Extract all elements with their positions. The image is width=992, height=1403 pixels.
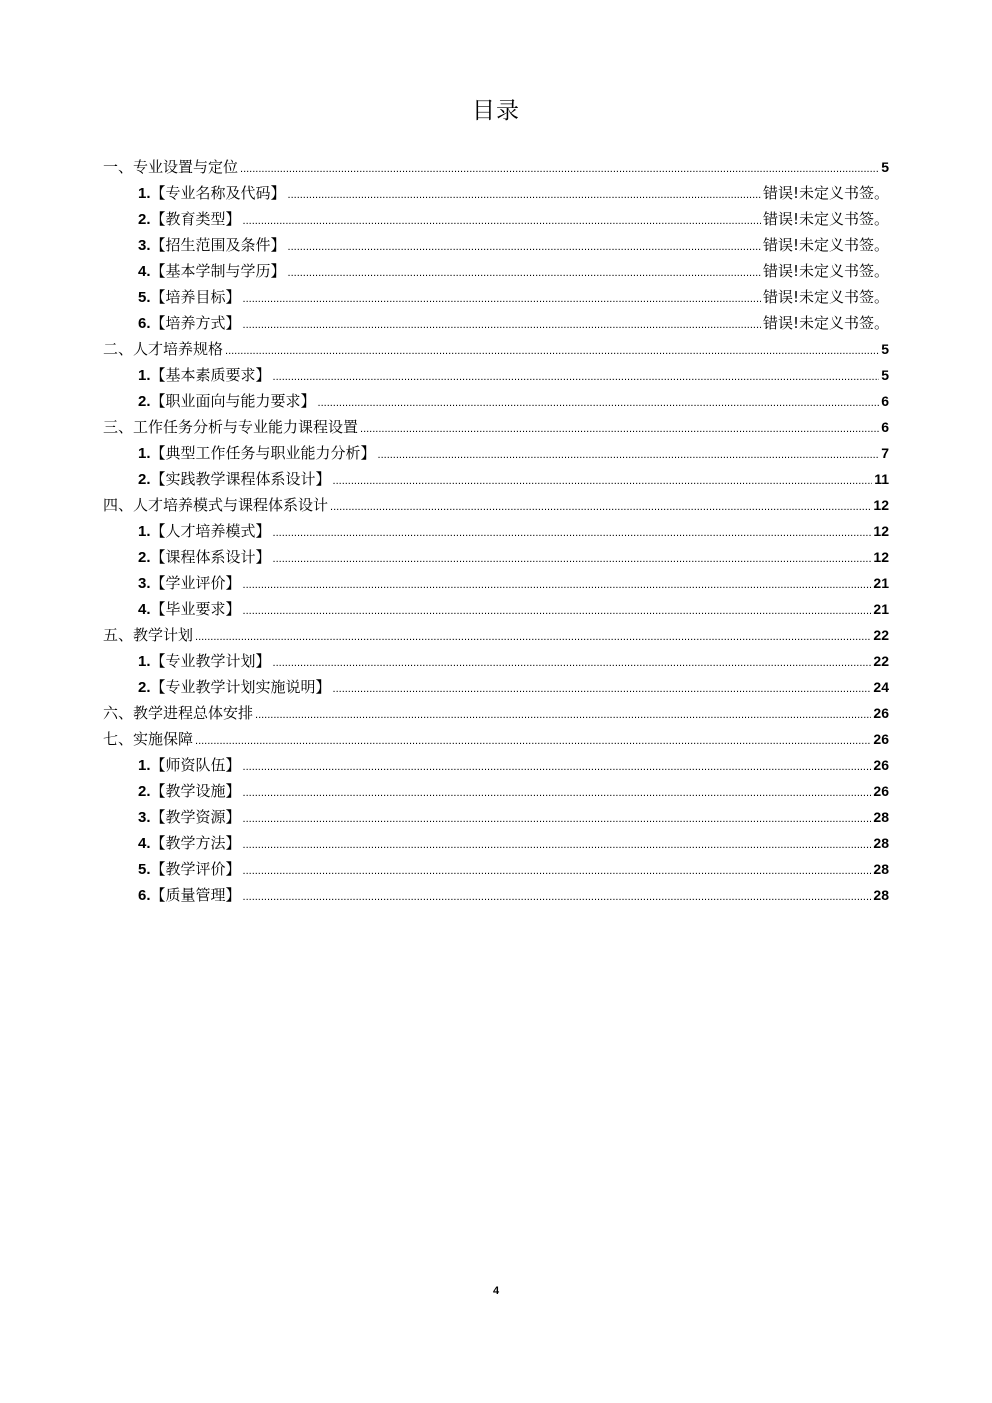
toc-entry-page: 5 [881,341,889,357]
toc-entry-label [138,544,271,571]
toc-entry-text: 【教学方法】 [150,834,241,852]
toc-entry-number: 2. [138,679,151,696]
toc-entry-page: 6 [881,393,889,409]
toc-dot-leader [273,546,872,572]
table-of-contents [103,154,889,908]
toc-entry-page: 错误!未定义书签。 [762,288,889,306]
toc-entry-label [103,336,223,362]
toc-dot-leader [243,832,872,858]
toc-entry-label [138,258,286,285]
toc-entry-label [138,882,241,909]
toc-dot-leader [243,780,872,806]
toc-entry-label [138,648,271,675]
toc-dot-leader [243,754,872,780]
toc-entry-page: 22 [873,627,889,643]
toc-entry-text: 【师资队伍】 [150,756,241,774]
toc-entry-page: 12 [873,549,889,565]
toc-entry-text: 【基本学制与学历】 [150,262,286,280]
toc-entry-label [103,492,328,518]
toc-section-entry[interactable] [103,336,889,362]
toc-subsection-entry[interactable] [103,310,889,336]
toc-entry-number: 2. [138,393,151,410]
toc-title: 目录 [472,98,520,124]
toc-dot-leader [330,494,871,520]
toc-entry-number: 5. [138,289,151,306]
toc-subsection-entry[interactable] [103,388,889,414]
toc-entry-number: 3. [138,809,151,826]
toc-entry-label [138,518,271,545]
toc-entry-label [103,700,253,726]
toc-entry-page: 错误!未定义书签。 [762,210,889,228]
toc-entry-text: 【人才培养模式】 [150,522,271,540]
toc-entry-number: 6. [138,887,151,904]
toc-subsection-entry[interactable] [103,518,889,544]
toc-entry-label [138,310,241,337]
toc-dot-leader [243,858,872,884]
toc-entry-number: 2. [138,211,151,228]
toc-entry-text: 【实践教学课程体系设计】 [150,470,331,488]
toc-subsection-entry[interactable] [103,362,889,388]
toc-dot-leader [225,338,879,364]
toc-entry-label [138,804,241,831]
toc-dot-leader [243,598,872,624]
toc-dot-leader [318,390,880,416]
toc-dot-leader [273,520,872,546]
toc-dot-leader [333,676,872,702]
toc-entry-label [138,284,241,311]
toc-entry-label [138,596,241,623]
toc-dot-leader [243,286,761,312]
toc-entry-number: 1. [138,757,151,774]
toc-entry-text: 【基本素质要求】 [150,366,271,384]
toc-entry-number: 2. [138,471,151,488]
toc-entry-text: 【专业教学计划】 [150,652,271,670]
toc-subsection-entry[interactable] [103,440,889,466]
toc-dot-leader [288,234,761,260]
toc-entry-text: 【教学设施】 [150,782,241,800]
toc-entry-page: 错误!未定义书签。 [762,236,889,254]
toc-dot-leader [378,442,880,468]
toc-entry-label [138,466,331,493]
toc-entry-number: 3. [138,575,151,592]
toc-section-entry[interactable] [103,414,889,440]
toc-dot-leader [360,416,879,442]
toc-entry-label [138,752,241,779]
toc-entry-label [138,778,241,805]
toc-entry-text: 【专业教学计划实施说明】 [150,678,331,696]
toc-dot-leader [195,728,871,754]
toc-subsection-entry[interactable] [103,596,889,622]
toc-entry-number: 1. [138,653,151,670]
toc-subsection-entry[interactable] [103,778,889,804]
toc-subsection-entry[interactable] [103,258,889,284]
toc-dot-leader [240,156,879,182]
toc-entry-number: 1. [138,445,151,462]
toc-subsection-entry[interactable] [103,648,889,674]
toc-entry-text: 【职业面向与能力要求】 [150,392,316,410]
toc-entry-label [103,414,358,440]
toc-subsection-entry[interactable] [103,856,889,882]
toc-entry-label [138,388,316,415]
toc-entry-text: 【典型工作任务与职业能力分析】 [150,444,376,462]
toc-entry-label [138,232,286,259]
toc-entry-label [138,440,376,467]
toc-entry-page: 21 [873,575,889,591]
toc-entry-label [138,830,241,857]
toc-dot-leader [243,884,872,910]
toc-entry-text: 【专业名称及代码】 [150,184,286,202]
toc-entry-number: 6. [138,315,151,332]
toc-entry-page: 26 [873,783,889,799]
toc-entry-text: 【招生范围及条件】 [150,236,286,254]
toc-entry-label [138,362,271,389]
toc-entry-number: 3. [138,237,151,254]
toc-section-entry[interactable] [103,700,889,726]
toc-dot-leader [333,468,873,494]
toc-subsection-entry[interactable] [103,752,889,778]
toc-entry-page: 26 [873,731,889,747]
toc-entry-text: 【培养方式】 [150,314,241,332]
toc-section-entry[interactable] [103,492,889,518]
toc-entry-page: 12 [873,497,889,513]
toc-entry-label [103,726,193,752]
toc-entry-text: 二、人才培养规格 [103,340,224,358]
toc-dot-leader [273,364,880,390]
toc-entry-text: 三、工作任务分析与专业能力课程设置 [103,418,359,436]
toc-entry-label [138,180,286,207]
toc-entry-page: 错误!未定义书签。 [762,184,889,202]
toc-entry-page: 5 [881,159,889,175]
page-number: 4 [492,1285,500,1297]
toc-subsection-entry[interactable] [103,674,889,700]
toc-entry-page: 错误!未定义书签。 [762,314,889,332]
toc-entry-page: 5 [881,367,889,383]
toc-entry-page: 7 [881,445,889,461]
toc-subsection-entry[interactable] [103,882,889,908]
toc-entry-number: 4. [138,835,151,852]
toc-subsection-entry[interactable] [103,180,889,206]
toc-entry-page: 26 [873,757,889,773]
toc-section-entry[interactable] [103,726,889,752]
toc-entry-label [103,154,238,180]
toc-entry-number: 2. [138,783,151,800]
toc-subsection-entry[interactable] [103,804,889,830]
toc-subsection-entry[interactable] [103,570,889,596]
toc-subsection-entry[interactable] [103,206,889,232]
toc-entry-page: 28 [873,887,889,903]
toc-entry-number: 4. [138,601,151,618]
toc-entry-label [138,856,241,883]
toc-entry-label [138,570,241,597]
toc-entry-number: 1. [138,185,151,202]
toc-dot-leader [195,624,871,650]
toc-entry-page: 22 [873,653,889,669]
toc-entry-text: 【教学评价】 [150,860,241,878]
toc-dot-leader [288,182,761,208]
toc-section-entry[interactable] [103,154,889,180]
toc-entry-text: 【课程体系设计】 [150,548,271,566]
toc-subsection-entry[interactable] [103,466,889,492]
toc-entry-text: 六、教学进程总体安排 [103,704,254,722]
toc-entry-number: 2. [138,549,151,566]
toc-entry-text: 四、人才培养模式与课程体系设计 [103,496,329,514]
toc-entry-page: 11 [874,471,889,487]
toc-entry-text: 【毕业要求】 [150,600,241,618]
toc-entry-text: 【教育类型】 [150,210,241,228]
toc-entry-label [138,674,331,701]
toc-dot-leader [243,208,761,234]
toc-entry-number: 1. [138,367,151,384]
toc-entry-page: 26 [873,705,889,721]
toc-entry-number: 1. [138,523,151,540]
toc-entry-page: 24 [873,679,889,695]
toc-dot-leader [288,260,761,286]
toc-entry-page: 28 [873,809,889,825]
toc-subsection-entry[interactable] [103,284,889,310]
toc-dot-leader [273,650,872,676]
toc-entry-page: 6 [881,419,889,435]
toc-entry-text: 五、教学计划 [103,626,194,644]
toc-subsection-entry[interactable] [103,830,889,856]
toc-dot-leader [255,702,871,728]
toc-entry-label [138,206,241,233]
toc-entry-text: 一、专业设置与定位 [103,158,239,176]
toc-entry-page: 28 [873,835,889,851]
toc-entry-text: 七、实施保障 [103,730,194,748]
toc-entry-label [103,622,193,648]
toc-entry-number: 4. [138,263,151,280]
toc-entry-text: 【教学资源】 [150,808,241,826]
toc-section-entry[interactable] [103,622,889,648]
toc-dot-leader [243,312,761,338]
toc-entry-page: 12 [873,523,889,539]
toc-entry-text: 【学业评价】 [150,574,241,592]
toc-entry-page: 28 [873,861,889,877]
toc-entry-number: 5. [138,861,151,878]
toc-entry-text: 【质量管理】 [150,886,241,904]
toc-dot-leader [243,572,872,598]
toc-subsection-entry[interactable] [103,544,889,570]
toc-entry-page: 错误!未定义书签。 [762,262,889,280]
toc-entry-text: 【培养目标】 [150,288,241,306]
toc-dot-leader [243,806,872,832]
toc-subsection-entry[interactable] [103,232,889,258]
toc-entry-page: 21 [873,601,889,617]
